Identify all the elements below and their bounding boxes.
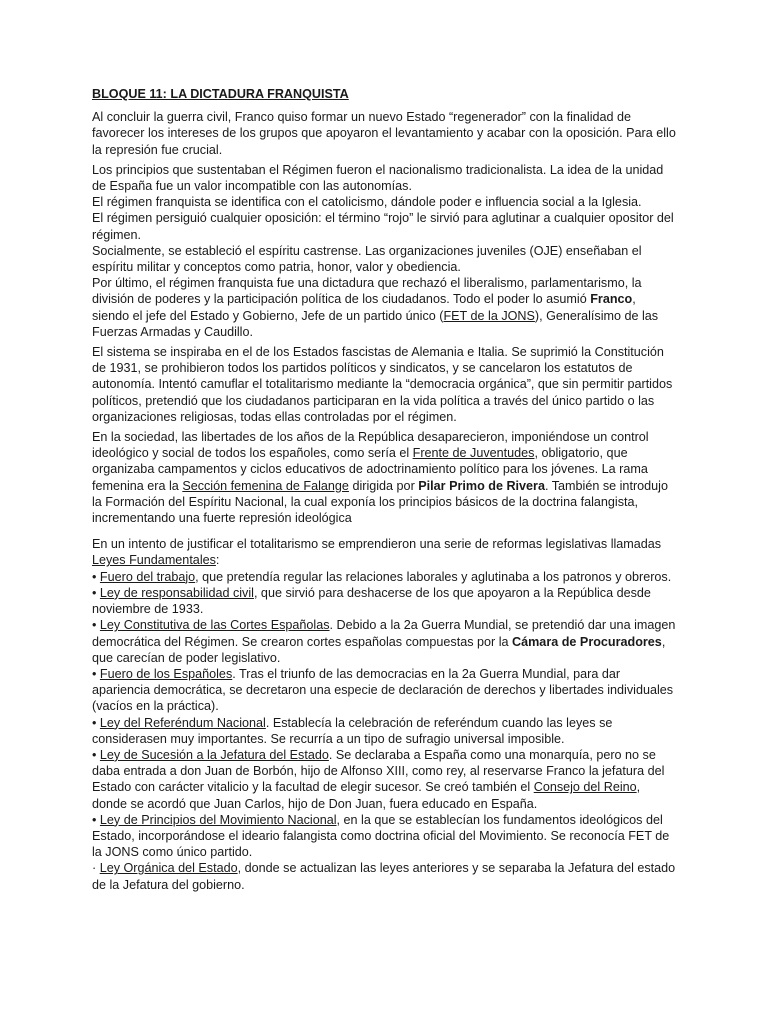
ley-sucesion-link: Ley de Sucesión a la Jefatura del Estado bbox=[99, 747, 329, 762]
sociedad-text-c: dirigida por bbox=[348, 478, 419, 493]
bullet-3: • bbox=[92, 618, 100, 633]
fet-jons-link: FET de la JONS bbox=[443, 308, 535, 323]
bullet-7: • bbox=[92, 812, 100, 827]
ley-organica-link: Ley Orgánica del Estado bbox=[99, 861, 238, 876]
principios-line-2: El régimen franquista se identifica con el catolicismo, dándole poder e influencia social a la Iglesia. bbox=[92, 195, 642, 210]
principios-line-1: Los principios que sustentaban el Régimen fueron el nacionalismo tradicionalista. La idea de la unidad de España fue un valor incompatible con las autonomías. bbox=[92, 162, 664, 194]
sociedad-text-a: En la sociedad, las libertades de los años de la República desaparecieron, imponiéndose un control ideológico y social de todos los españoles, como sería el bbox=[92, 430, 649, 461]
leyes-paragraph bbox=[92, 536, 676, 892]
frente-juventudes-link: Frente de Juventudes bbox=[412, 446, 535, 461]
leyes-intro-b: : bbox=[215, 553, 220, 568]
ley-2-text: , que sirvió para deshacerse de los que apoyaron a la República desde noviembre de 1933. bbox=[92, 585, 651, 617]
document-title: BLOQUE 11: LA DICTADURA FRANQUISTA bbox=[92, 87, 349, 101]
ley-1-text: , que pretendía regular las relaciones laborales y aglutinaba a los patronos y obreros. bbox=[195, 569, 672, 584]
leyes-intro-a: En un intento de justificar el totalitarismo se emprendieron una serie de reformas legislativas llamadas bbox=[92, 537, 662, 552]
principios-line-3: El régimen persiguió cualquier oposición: el término “rojo” le sirvió para aglutinar a cualquier opositor del régimen. bbox=[92, 211, 674, 242]
principios-paragraph bbox=[92, 162, 676, 340]
ley-7-text: , en la que se establecían los fundamentos ideológicos del Estado, incorporándose el ideario falangista como doctrina oficial del Movimiento. Se reconocía FET de la JONS como único partido. bbox=[92, 812, 670, 860]
sociedad-text-d: . También se introdujo la Formación del Espíritu Nacional, la cual exponía los principios básicos de la doctrina falangista, incrementando una fuerte represión ideológica bbox=[92, 478, 668, 526]
pilar-primo-bold: Pilar Primo de Rivera bbox=[418, 478, 545, 493]
principios-line-4: Socialmente, se estableció el espíritu castrense. Las organizaciones juveniles (OJE) enseñaban el espíritu militar y conceptos como patria, honor, valor y obediencia. bbox=[92, 243, 642, 275]
ley-3-text-2: , que carecían de poder legislativo. bbox=[92, 634, 666, 665]
ley-6-text-2: , donde se acordó que Juan Carlos, hijo de Don Juan, fuera educado en España. bbox=[92, 780, 641, 811]
fuero-trabajo-link: Fuero del trabajo bbox=[99, 569, 196, 584]
ley-5-text: . Establecía la celebración de referéndum cuando las leyes se considerasen muy importantes. Se recurría a un tipo de sufragio universal imposible. bbox=[92, 715, 613, 746]
bullet-6: • bbox=[92, 747, 100, 762]
ley-6-text: . Se declaraba a España como una monarquía, pero no se daba entrada a don Juan de Borbón, hijo de Alfonso XIII, como rey, al reservarse Franco la jefatura del Estado con carácter vitalicio y la facultad de elegir sucesor. Se creó también el bbox=[92, 747, 665, 795]
ley-3-text: . Debido a la 2a Guerra Mundial, se pretendió dar una imagen democrática del Régimen. Se crearon cortes españolas compuestas por la bbox=[92, 618, 676, 649]
bullet-4: • bbox=[92, 666, 100, 681]
principios-line-5a: Por último, el régimen franquista fue una dictadura que rechazó el liberalismo, parlamentarismo, la división de poderes y la participación política de los ciudadanos. Todo el poder lo asumió bbox=[92, 276, 642, 307]
sistema-paragraph: El sistema se inspiraba en el de los Estados fascistas de Alemania e Italia. Se suprimió la Constitución de 1931, se prohibieron todos los partidos políticos y sindicatos, y se cancelaron los estatutos de autonomía. Intentó camuflar el totalitarismo mediante la “democracia orgánica”, que sin permitir partidos políticos, pretendió que los ciudadanos participaran en la vida política a través del único partido o las organizaciones religiosas, todas ellas controladas por el régimen. bbox=[92, 345, 673, 424]
intro-paragraph: Al concluir la guerra civil, Franco quiso formar un nuevo Estado “regenerador” con la finalidad de favorecer los intereses de los grupos que apoyaron el levantamiento y acabar con la oposición. Para ello la represión fue crucial. bbox=[92, 110, 676, 157]
ley-responsabilidad-link: Ley de responsabilidad civil bbox=[99, 585, 254, 600]
bullet-5: • bbox=[92, 715, 100, 730]
ley-cortes-link: Ley Constitutiva de las Cortes Españolas bbox=[99, 618, 330, 633]
principios-line-5c: ), Generalísimo de las Fuerzas Armadas y Caudillo. bbox=[92, 308, 659, 339]
franco-bold: Franco bbox=[590, 292, 633, 307]
document-page bbox=[92, 86, 676, 897]
sociedad-text-b: , obligatorio, que organizaba campamentos y ciclos educativos de adoctrinamiento político para los jóvenes. La rama femenina era la bbox=[92, 446, 648, 493]
fuero-espanoles-link: Fuero de los Españoles bbox=[99, 666, 233, 681]
ley-principios-link: Ley de Principios del Movimiento Nacional bbox=[99, 812, 337, 827]
camara-procuradores-bold: Cámara de Procuradores bbox=[512, 634, 662, 649]
ley-4-text: . Tras el triunfo de las democracias en la 2a Guerra Mundial, para dar apariencia democrática, se decretaron una especie de declaración de derechos y libertades individuales (vacíos en la práctica). bbox=[92, 666, 674, 714]
principios-line-5b: , siendo el jefe del Estado y Gobierno, Jefe de un partido único ( bbox=[92, 292, 636, 323]
bullet-2: • bbox=[92, 585, 100, 600]
ley-8-text: , donde se actualizan las leyes anteriores y se separaba la Jefatura del estado de la Jefatura del gobierno. bbox=[92, 861, 676, 892]
consejo-reino-link: Consejo del Reino bbox=[533, 780, 637, 795]
bullet-1: • bbox=[92, 569, 100, 584]
seccion-femenina-link: Sección femenina de Falange bbox=[182, 478, 349, 493]
bullet-8: · bbox=[92, 861, 100, 876]
sociedad-paragraph bbox=[92, 429, 676, 526]
ley-referendum-link: Ley del Referéndum Nacional bbox=[99, 715, 266, 730]
leyes-fundamentales-link: Leyes Fundamentales bbox=[92, 553, 216, 568]
